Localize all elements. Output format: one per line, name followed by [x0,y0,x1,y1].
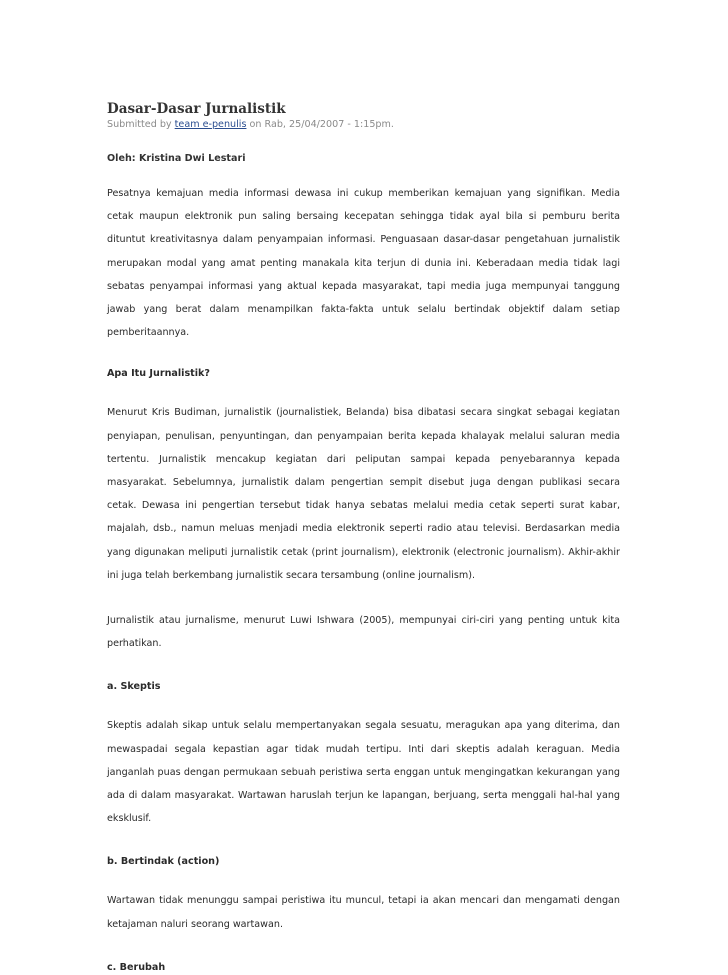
submitted-prefix: Submitted by [107,119,175,130]
heading-berubah: c. Berubah [107,961,166,973]
heading-apa-itu-jurnalistik: Apa Itu Jurnalistik? [107,368,210,380]
submitted-date: on Rab, 25/04/2007 - 1:15pm. [246,119,394,130]
paragraph-ciri-ciri: Jurnalistik atau jurnalisme, menurut Luwi Ishwara (2005), mempunyai ciri-ciri yang penting untuk kita perhatikan. [107,615,620,650]
document-page [107,100,620,975]
heading-skeptis: a. Skeptis [107,681,161,693]
author-link[interactable]: team e-penulis [174,119,247,130]
paragraph-definisi: Menurut Kris Budiman, jurnalistik (journalistiek, Belanda) bisa dibatasi secara singkat sebagai kegiatan penyiapan, penulisan, penyuntingan, dan penyampaian berita kepada khalayak melalui saluran media tertentu. Jurnalistik mencakup kegiatan dari peliputan sampai kepada penyebarannya kepada masyarakat. Sebelumnya, jurnalistik dalam pengertian sempit disebut juga dengan publikasi secara cetak. Dewasa ini pengertian tersebut tidak hanya sebatas melalui media cetak seperti surat kabar, majalah, dsb., namun meluas menjadi media elektronik seperti radio atau televisi. Berdasarkan media yang digunakan meliputi jurnalistik cetak (print journalism), elektronik (electronic journalism). Akhir-akhir ini juga telah berkembang jurnalistik secara tersambung (online journalism). [107,407,620,581]
intro-paragraph: Pesatnya kemajuan media informasi dewasa ini cukup memberikan kemajuan yang signifikan. Media cetak maupun elektronik pun saling bersaing kecepatan sehingga tidak ayal bila si pemburu berita dituntut kreativitasnya dalam penyampaian informasi. Penguasaan dasar-dasar pengetahuan jurnalistik merupakan modal yang amat penting manakala kita terjun di dunia ini. Keberadaan media tidak lagi sebatas penyampai informasi yang aktual kepada masyarakat, tapi media juga mempunyai tanggung jawab yang berat dalam menampilkan fakta-fakta untuk selalu bertindak objektif dalam setiap pemberitaannya. [107,188,620,339]
heading-bertindak: b. Bertindak (action) [107,856,220,868]
paragraph-skeptis: Skeptis adalah sikap untuk selalu mempertanyakan segala sesuatu, meragukan apa yang diterima, dan mewaspadai segala kepastian agar tidak mudah tertipu. Inti dari skeptis adalah keraguan. Media janganlah puas dengan permukaan sebuah peristiwa serta enggan untuk mengingatkan kekurangan yang ada di dalam masyarakat. Wartawan haruslah terjun ke lapangan, berjuang, serta menggali hal-hal yang eksklusif. [107,720,620,825]
paragraph-bertindak: Wartawan tidak menunggu sampai peristiwa itu muncul, tetapi ia akan mencari dan mengamati dengan ketajaman naluri seorang wartawan. [107,895,620,930]
article-title: Dasar-Dasar Jurnalistik [107,101,286,117]
submitted-line [107,118,620,132]
byline: Oleh: Kristina Dwi Lestari [107,153,246,164]
